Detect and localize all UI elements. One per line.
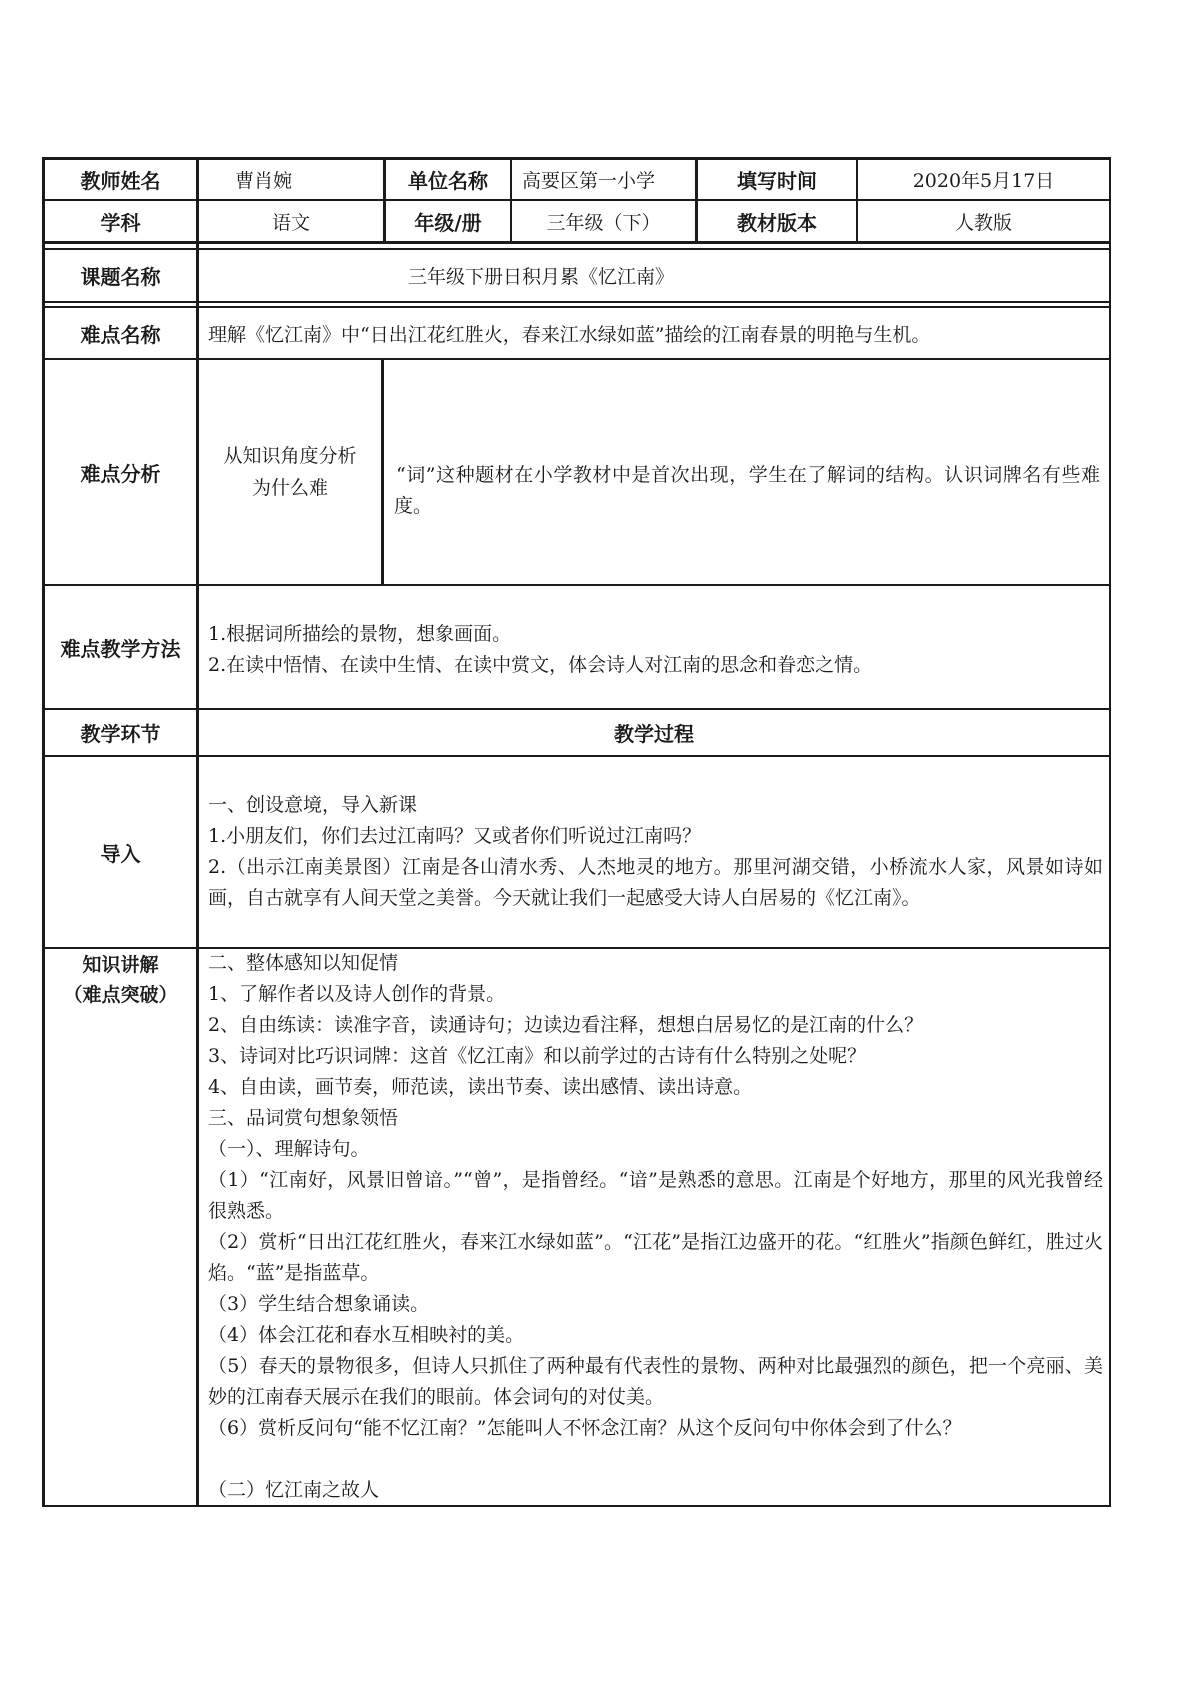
difficulty-label: 难点名称 xyxy=(80,322,161,347)
lesson-title-value: 三年级下册日积月累《忆江南》 xyxy=(408,266,675,288)
knowledge-text xyxy=(208,948,1103,1506)
date-value: 2020年5月17日 xyxy=(912,170,1055,192)
edition-value: 人教版 xyxy=(954,211,1012,234)
teacher-name-label: 教师姓名 xyxy=(80,169,161,193)
process-column-header: 教学过程 xyxy=(614,722,694,746)
table-border xyxy=(42,241,1111,244)
knowledge-line: （一）、理解诗句。 xyxy=(208,1138,370,1160)
knowledge-line: 1、了解作者以及诗人创作的背景。 xyxy=(208,983,506,1005)
edition-label: 教材版本 xyxy=(737,210,817,235)
intro-label: 导入 xyxy=(100,841,141,866)
knowledge-line: 2、自由练读：读准字音，读通诗句；边读边看注释，想想白居易忆的是江南的什么？ xyxy=(208,1014,924,1036)
table-border xyxy=(381,359,384,585)
unit-value: 高要区第一小学 xyxy=(522,170,656,192)
analysis-sub-label-line: 从知识角度分析 xyxy=(223,445,357,467)
table-border xyxy=(1109,157,1111,1507)
knowledge-line: 三、品词赏句想象领悟 xyxy=(208,1107,399,1129)
unit-label: 单位名称 xyxy=(408,169,488,193)
knowledge-label-line: （难点突破） xyxy=(63,984,178,1006)
analysis-label: 难点分析 xyxy=(80,461,161,486)
stage-column-header: 教学环节 xyxy=(80,722,161,746)
analysis-sub-label xyxy=(199,440,381,504)
intro-line: 2.（出示江南美景图）江南是各山清水秀、人杰地灵的地方。那里河湖交错，小桥流水人家，风景如诗如画，自古就享有人间天堂之美誉。今天就让我们一起感受大诗人白居易的《忆江南》。 xyxy=(208,856,1103,909)
subject-value: 语文 xyxy=(271,211,310,234)
knowledge-line: 3、诗词对比巧识词牌：这首《忆江南》和以前学过的古诗有什么特别之处呢？ xyxy=(208,1045,867,1067)
knowledge-label-line: 知识讲解 xyxy=(82,954,159,976)
method-line: 1.根据词所描绘的景物，想象画面。 xyxy=(208,623,512,645)
table-border xyxy=(42,755,1111,757)
method-text xyxy=(208,619,1103,681)
analysis-paragraph: “词”这种题材在小学教材中是首次出现，学生在了解词的结构。认识词牌名有些难度。 xyxy=(394,464,1100,517)
table-border xyxy=(196,157,199,1507)
table-border xyxy=(42,584,1111,586)
knowledge-line: （5）春天的景物很多，但诗人只抓住了两种最有代表性的景物、两种对比最强烈的颜色，把一个亮丽、美妙的江南春天展示在我们的眼前。体会词句的对仗美。 xyxy=(208,1355,1103,1408)
knowledge-line: （2）赏析“日出江花红胜火，春来江水绿如蓝”。“江花”是指江边盛开的花。“红胜火”指颜色鲜红，胜过火焰。“蓝”是指蓝草。 xyxy=(208,1231,1103,1284)
grade-label: 年级/册 xyxy=(414,210,482,235)
knowledge-line: （3）学生结合想象诵读。 xyxy=(208,1293,430,1315)
table-border xyxy=(42,358,1111,360)
subject-label: 学科 xyxy=(100,210,141,235)
lesson-title-label: 课题名称 xyxy=(80,265,161,289)
knowledge-line: （4）体会江花和春水互相映衬的美。 xyxy=(208,1324,525,1346)
teacher-name-value: 曹肖婉 xyxy=(235,170,293,192)
knowledge-line: （1）“江南好，风景旧曾谙。”“曾”，是指曾经。“谙”是熟悉的意思。江南是个好地方，那里的风光我曾经很熟悉。 xyxy=(208,1169,1103,1222)
knowledge-line: 4、自由读，画节奏，师范读，读出节奏、读出感情、读出诗意。 xyxy=(208,1076,753,1098)
knowledge-line: （二）忆江南之故人 xyxy=(208,1479,380,1501)
knowledge-line: 二、整体感知以知促情 xyxy=(208,952,399,974)
date-label: 填写时间 xyxy=(737,169,817,193)
intro-line: 1.小朋友们，你们去过江南吗？又或者你们听说过江南吗？ xyxy=(208,825,702,847)
intro-line: 一、创设意境，导入新课 xyxy=(208,794,418,816)
difficulty-value: 理解《忆江南》中“日出江花红胜火，春来江水绿如蓝”描绘的江南春景的明艳与生机。 xyxy=(208,323,931,346)
knowledge-line: （6）赏析反问句“能不忆江南？”怎能叫人不怀念江南？从这个反问句中你体会到了什么？ xyxy=(208,1417,962,1439)
method-line: 2.在读中悟情、在读中生情、在读中赏文，体会诗人对江南的思念和眷恋之情。 xyxy=(208,654,873,676)
analysis-sub-label-line: 为什么难 xyxy=(251,477,328,499)
knowledge-blank-line xyxy=(208,1444,1103,1475)
table-border xyxy=(42,301,1111,303)
intro-text xyxy=(208,790,1103,914)
method-label: 难点教学方法 xyxy=(60,636,181,661)
grade-value: 三年级（下） xyxy=(546,211,661,234)
analysis-text xyxy=(394,460,1100,522)
knowledge-label xyxy=(45,950,196,1010)
